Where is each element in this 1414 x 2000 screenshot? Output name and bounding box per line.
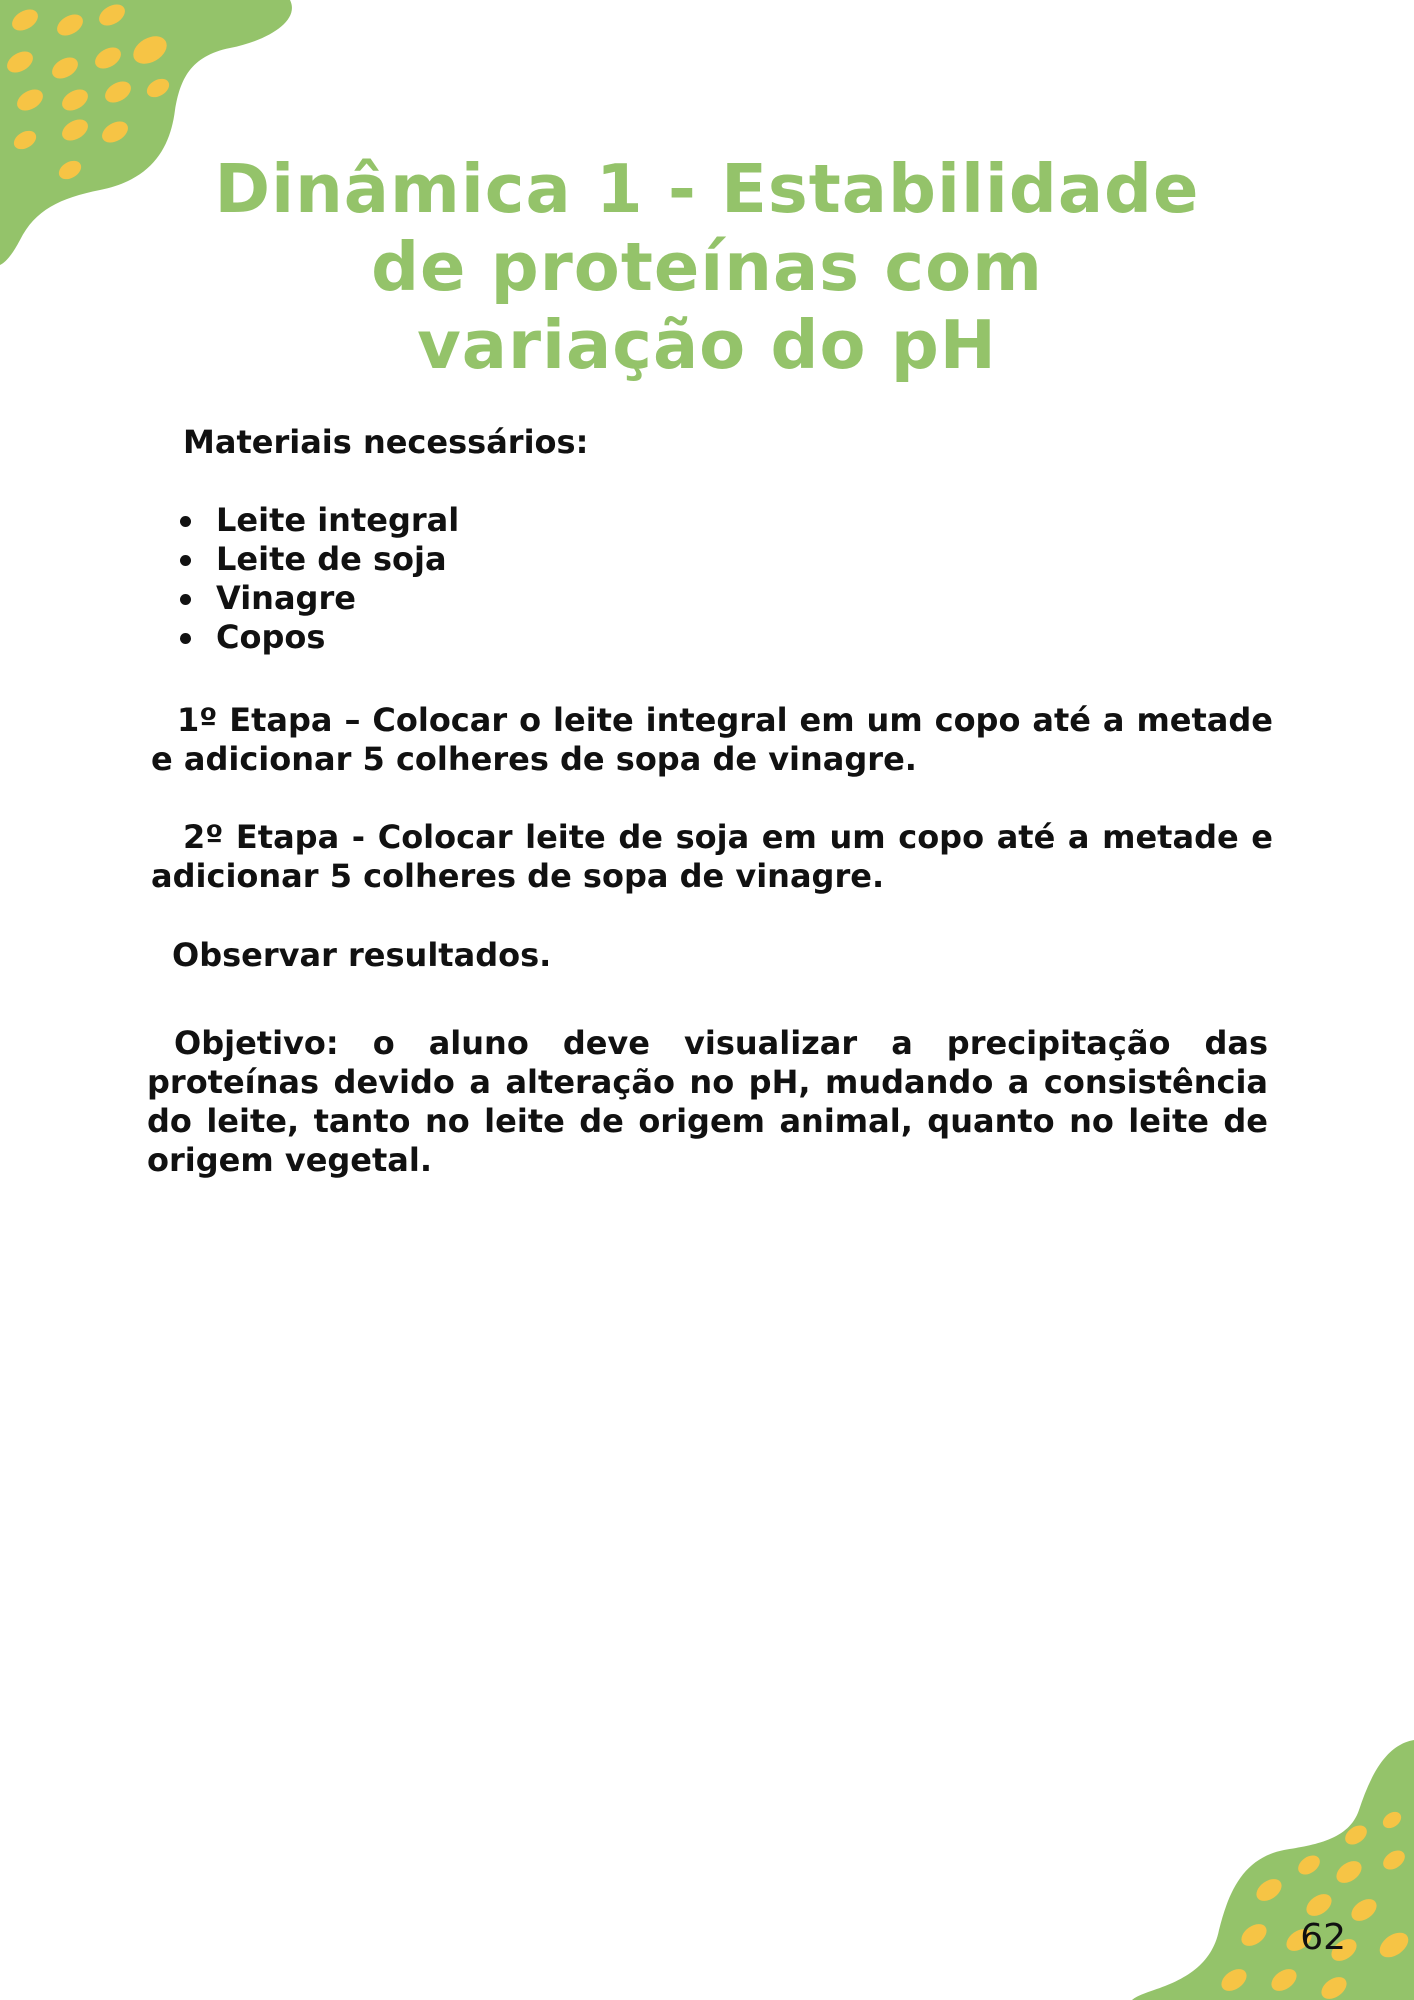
- bullet-icon: [180, 516, 191, 527]
- bullet-icon: [180, 594, 191, 605]
- bullet-icon: [180, 555, 191, 566]
- list-item: [168, 540, 459, 579]
- materials-list: [168, 501, 459, 657]
- page-title: [157, 150, 1257, 384]
- list-item: [168, 618, 459, 657]
- materials-heading: Materiais necessários:: [183, 423, 589, 461]
- decorative-blob-bottom-right: [1094, 1740, 1414, 2000]
- page-number: 62: [1300, 1917, 1346, 1958]
- objective-paragraph: Objetivo: o aluno deve visualizar a precipitação das proteínas devido a alteração no pH, mudando a consistência do leite, tanto no leite de origem animal, quanto no leite de origem vegetal.: [147, 1024, 1268, 1179]
- list-item-label: Vinagre: [216, 579, 356, 617]
- list-item: [168, 501, 459, 540]
- step-1-paragraph: 1º Etapa – Colocar o leite integral em um copo até a metade e adicionar 5 colheres de sopa de vinagre.: [151, 701, 1273, 778]
- observe-results-text: Observar resultados.: [172, 936, 552, 974]
- page-title-line-3: variação do pH: [417, 306, 997, 384]
- page-title-line-2: de proteínas com: [371, 228, 1043, 306]
- bullet-icon: [180, 633, 191, 644]
- list-item-label: Copos: [216, 618, 326, 656]
- step-2-paragraph: 2º Etapa - Colocar leite de soja em um copo até a metade e adicionar 5 colheres de sopa de vinagre.: [151, 818, 1273, 895]
- list-item-label: Leite integral: [216, 501, 460, 539]
- list-item-label: Leite de soja: [216, 540, 447, 578]
- list-item: [168, 579, 459, 618]
- page-title-line-1: Dinâmica 1 - Estabilidade: [214, 150, 1200, 228]
